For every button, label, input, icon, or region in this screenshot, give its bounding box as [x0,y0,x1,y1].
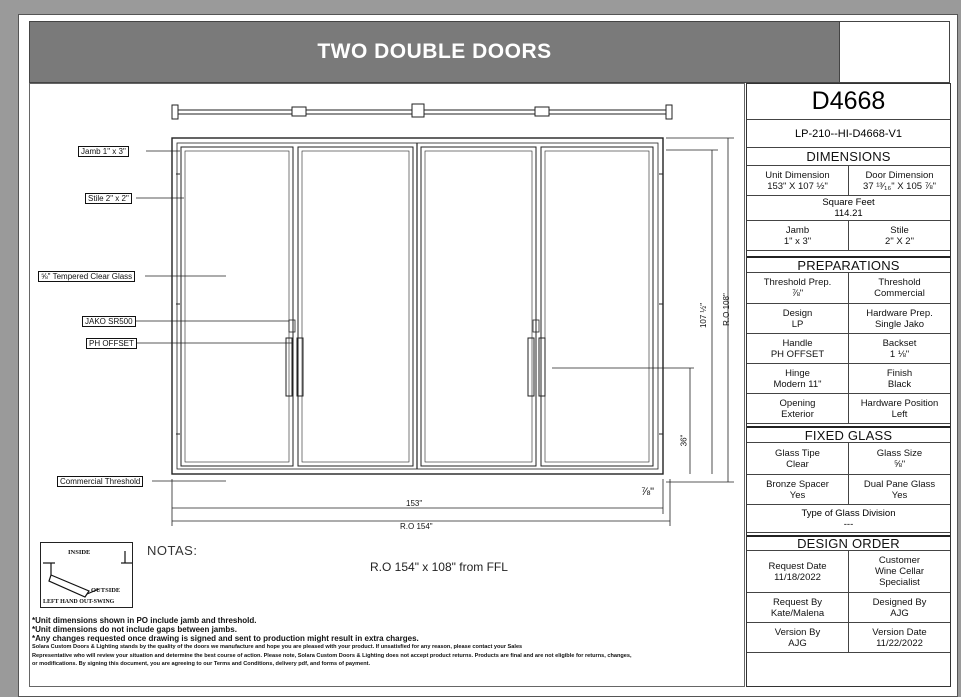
door-frame [172,138,663,474]
threshold-prep-value: ⅞" [791,288,804,299]
unit-dimension-value: 153" X 107 ½" [767,180,828,192]
notas-label: NOTAS: [147,543,198,558]
notes-block [32,616,792,669]
square-feet-value: 114.21 [834,208,863,219]
hinge-value: Modern 11" [773,378,822,390]
version-date-label: Version Date [872,626,927,638]
version-date-cell [848,623,950,652]
stile-value: 2" X 2" [885,235,914,247]
product-code: D4668 [747,84,950,120]
threshold-value: Commercial [874,288,925,299]
opening-value: Exterior [781,408,814,420]
version-by-cell [747,623,848,652]
glass-size-label: Glass Size [876,447,923,459]
bronze-spacer-label: Bronze Spacer [766,478,829,490]
request-by-label: Request By [772,596,823,608]
threshold-cell [848,273,950,303]
opening-label: Opening [779,397,816,409]
bronze-spacer-value: Yes [789,489,806,501]
prep-row-5 [747,394,950,424]
note-fine-2: Representative who will review your situation and determine the best course of action. Please note, Solara Custom Doors & Lighting does not accept product returns. Products are final and are not eligible for returns, changes, [32,652,632,659]
finish-label: Finish [886,367,913,379]
opening-cell [747,394,848,423]
customer-cell [848,551,950,592]
unit-dimension-cell [747,166,848,195]
hinge-label: Hinge [785,367,810,379]
designed-by-cell [848,593,950,622]
prep-row-1 [747,273,950,304]
backset-label: Backset [882,337,917,349]
designed-by-value: AJG [890,607,909,619]
design-value: LP [791,318,804,330]
top-track [172,104,672,119]
glass-type-label: Glass Tipe [775,447,820,459]
dim-threshold-gap: ⅞" [641,486,655,498]
hardware-position-cell [848,394,950,423]
note-line-1: *Unit dimensions shown in PO include jamb and threshold. [32,616,257,625]
glass-size-cell [848,443,950,474]
glass-division-label: Type of Glass Division [801,507,896,519]
dim-height: 107 ½" [699,302,709,329]
design-order-title: DESIGN ORDER [747,535,950,551]
stile-label: Stile [890,224,909,236]
version-by-value: AJG [788,637,807,649]
hardware-prep-cell [848,304,950,333]
hinge-cell [747,364,848,393]
callout-stile: Stile 2" x 2" [85,193,132,204]
dual-pane-label: Dual Pane Glass [863,478,936,490]
request-by-cell [747,593,848,622]
glass-type-value: Clear [786,458,809,470]
dual-pane-value: Yes [891,489,908,501]
dimensions-row-1 [747,166,950,196]
callout-glass: ⅝" Tempered Clear Glass [38,271,135,282]
glass-row-1 [747,443,950,475]
square-feet-label: Square Feet [822,197,875,208]
bronze-spacer-cell [747,475,848,504]
glass-row-2 [747,475,950,505]
product-sku: LP-210--HI-D4668-V1 [747,120,950,148]
title-banner [29,21,840,83]
hardware-prep-value: Single Jako [874,318,925,330]
note-fine-3: or modifications. By signing this document, you are agreeing to our Terms and Conditions, delivery pdf, and forms of payment. [32,661,371,667]
glass-division-value: --- [843,518,854,530]
swing-diagram [40,542,133,608]
dim-handle-height: 36" [679,434,689,447]
handle-cell [747,334,848,363]
drawing-sheet [18,14,958,697]
door-dimension-label: Door Dimension [865,169,934,181]
backset-cell [848,334,950,363]
preparations-title: PREPARATIONS [747,256,950,273]
page-title: TWO DOUBLE DOORS [317,40,552,63]
dimensions-row-3 [747,221,950,251]
order-row-1 [747,551,950,593]
title-banner-blank-cell [840,21,950,83]
request-date-value: 11/18/2022 [774,571,821,583]
order-row-3 [747,623,950,653]
drawing-area [29,83,745,687]
design-cell [747,304,848,333]
prep-row-3 [747,334,950,364]
prep-row-2 [747,304,950,334]
jamb-label: Jamb [785,224,810,236]
request-date-cell [747,551,848,592]
door-elevation-drawing [30,84,746,688]
callout-ph-offset: PH OFFSET [86,338,137,349]
threshold-label: Threshold [878,277,921,288]
unit-dimension-label: Unit Dimension [765,169,830,181]
jamb-value: 1" x 3" [783,235,812,247]
request-date-label: Request Date [768,560,827,572]
jamb-cell [747,221,848,250]
callout-jako: JAKO SR500 [82,316,136,327]
ro-note: R.O 154" x 108" from FFL [370,560,508,574]
note-fine-1: Solara Custom Doors & Lighting stands by the quality of the doors we manufacture and hope you are pleased with your product. If unsatisfied for any reason, please contact your Sales [32,644,523,650]
customer-value: Wine Cellar Specialist [874,566,925,588]
stile-cell [848,221,950,250]
door-dimension-value: 37 ¹³⁄₁₆" X 105 ⅞" [863,180,936,192]
hardware-position-value: Left [891,408,908,420]
dimensions-title: DIMENSIONS [747,148,950,166]
order-row-2 [747,593,950,623]
swing-outside-label: OUTSIDE [91,587,121,594]
callout-leaders [127,151,292,481]
version-by-label: Version By [774,626,821,638]
hardware-position-label: Hardware Position [860,397,939,409]
handle-value: PH OFFSET [770,348,825,360]
threshold-prep-label: Threshold Prep. [763,277,832,288]
glass-type-cell [747,443,848,474]
designed-by-label: Designed By [872,596,927,608]
fixed-glass-title: FIXED GLASS [747,426,950,443]
note-line-3: *Any changes requested once drawing is signed and sent to production might result in extra charges. [32,634,419,643]
square-feet-cell [747,196,950,221]
request-by-value: Kate/Malena [770,607,825,619]
glass-size-value: ⅝" [893,458,906,470]
dim-width: 153" [406,499,423,508]
spec-panel [746,83,951,687]
dim-ro-width: R.O 154" [400,522,433,531]
swing-inside-label: INSIDE [68,549,91,556]
dimension-lines [172,138,734,526]
dim-ro-height: R.O 108" [721,293,731,326]
handle-label: Handle [782,337,813,349]
callout-threshold: Commercial Threshold [57,476,143,487]
swing-caption: LEFT HAND OUT-SWING [43,599,115,605]
dual-pane-cell [848,475,950,504]
customer-label: Customer [878,555,921,566]
note-line-2: *Unit dimensions do not include gaps between jambs. [32,625,237,634]
finish-value: Black [887,378,912,390]
version-date-value: 11/22/2022 [876,637,923,649]
threshold-prep-cell [747,273,848,303]
glass-division-cell [747,505,950,533]
callout-jamb: Jamb 1" x 3" [78,146,129,157]
door-dimension-cell [848,166,950,195]
design-label: Design [782,307,813,319]
backset-value: 1 ⅛" [889,348,910,360]
hardware-prep-label: Hardware Prep. [866,307,933,319]
prep-row-4 [747,364,950,394]
finish-cell [848,364,950,393]
